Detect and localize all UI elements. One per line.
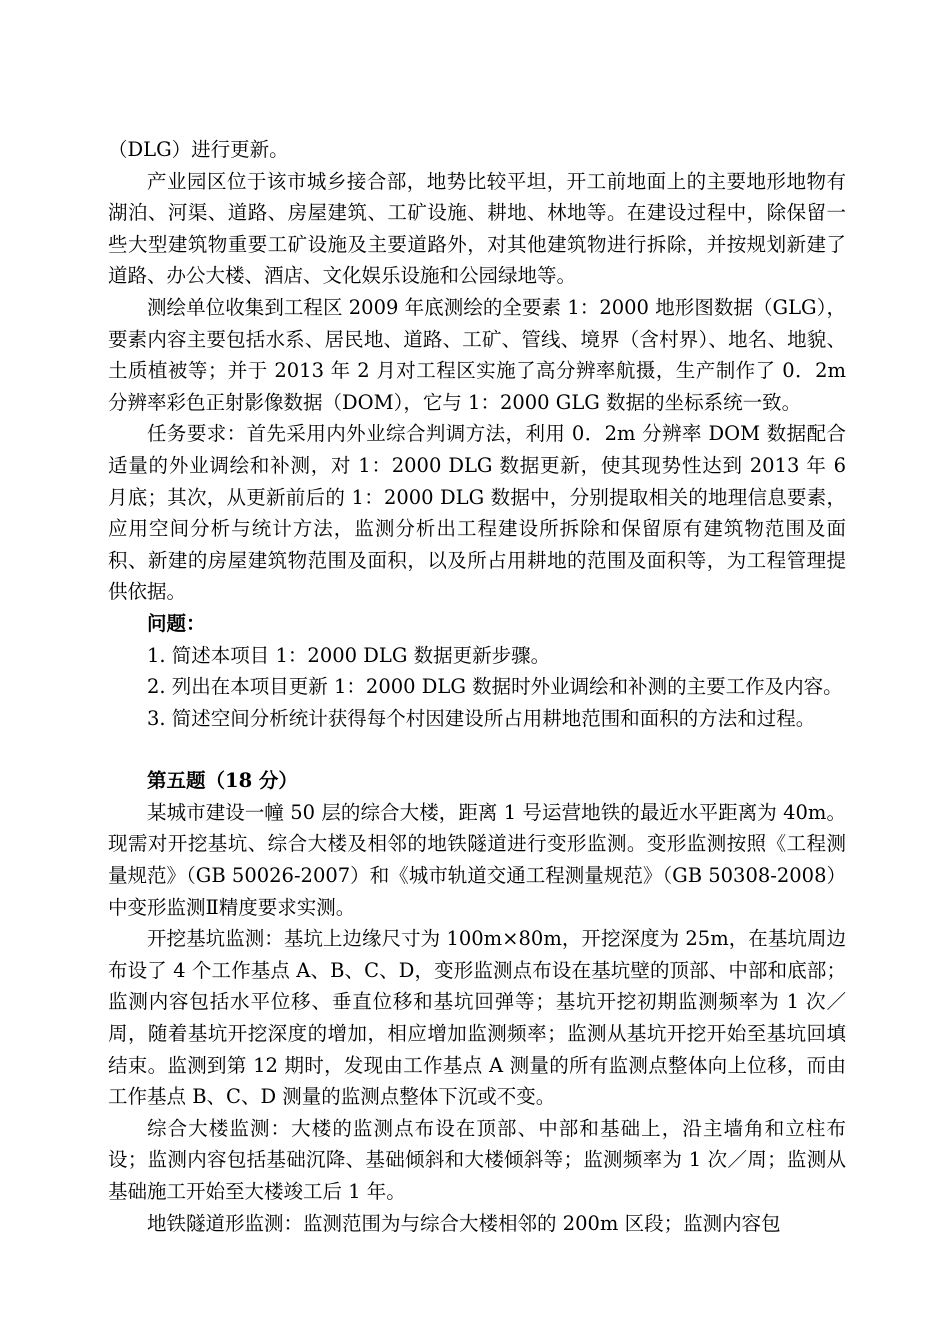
paragraph-building-monitoring: 综合大楼监测：大楼的监测点布设在顶部、中部和基础上，沿主墙角和立柱布设；监测内容包括基础沉降、基础倾斜和大楼倾斜等；监测频率为 1 次／周；监测从基础施工开始至大楼竣工后 1 年。 bbox=[108, 1116, 846, 1203]
question-item-1: 1. 简述本项目 1：2000 DLG 数据更新步骤。 bbox=[147, 643, 551, 667]
section-5-heading: 第五题（18 分） bbox=[147, 769, 298, 793]
paragraph-building-overview: 某城市建设一幢 50 层的综合大楼，距离 1 号运营地铁的最近水平距离为 40m。现需对开挖基坑、综合大楼及相邻的地铁隧道进行变形监测。变形监测按照《工程测量规范》（GB 50026-2007）和《城市轨道交通工程测量规范》（GB 50308-2008）中变形监测Ⅱ精度要求实测。 bbox=[108, 800, 846, 919]
paragraph-task-requirements: 任务要求：首先采用内外业综合判调方法，利用 0．2m 分辨率 DOM 数据配合适量的外业调绘和补测，对 1：2000 DLG 数据更新，使其现势性达到 2013 年 6 月底；其次，从更新前后的 1：2000 DLG 数据中，分别提取相关的地理信息要素，应用空间分析与统计方法，监测分析出工程建设所拆除和保留原有建筑物范围及面积、新建的房屋建筑物范围及面积，以及所占用耕地的范围及面积等，为工程管理提供依据。 bbox=[108, 422, 846, 604]
paragraph-site-description: 产业园区位于该市城乡接合部，地势比较平坦，开工前地面上的主要地形地物有湖泊、河渠、道路、房屋建筑、工矿设施、耕地、林地等。在建设过程中，除保留一些大型建筑物重要工矿设施及主要道路外，对其他建筑物进行拆除，并按规划新建了道路、办公大楼、酒店、文化娱乐设施和公园绿地等。 bbox=[108, 169, 846, 288]
paragraph-subway-tunnel-monitoring: 地铁隧道形监测：监测范围为与综合大楼相邻的 200m 区段；监测内容包 bbox=[147, 1211, 781, 1235]
paragraph-foundation-pit-monitoring: 开挖基坑监测：基坑上边缘尺寸为 100m×80m，开挖深度为 25m，在基坑周边布设了 4 个工作基点 A、B、C、D，变形监测点布设在基坑壁的顶部、中部和底部；监测内容包括水平位移、垂直位移和基坑回弹等；基坑开挖初期监测频率为 1 次／周，随着基坑开挖深度的增加，相应增加监测频率；监测从基坑开挖开始至基坑回填结束。监测到第 12 期时，发现由工作基点 A 测量的所有监测点整体向上位移，而由工作基点 B、C、D 测量的监测点整体下沉或不变。 bbox=[108, 927, 846, 1109]
question-item-3: 3. 简述空间分析统计获得每个村因建设所占用耕地范围和面积的方法和过程。 bbox=[147, 706, 816, 730]
continuation-line: （DLG）进行更新。 bbox=[108, 138, 289, 161]
question-item-2: 2. 列出在本项目更新 1：2000 DLG 数据时外业调绘和补测的主要工作及内容。 bbox=[147, 675, 843, 699]
questions-heading: 问题： bbox=[147, 611, 206, 635]
section-spacer bbox=[108, 734, 846, 765]
document-page bbox=[108, 134, 846, 1239]
paragraph-data-collection: 测绘单位收集到工程区 2009 年底测绘的全要素 1：2000 地形图数据（GLG），要素内容主要包括水系、居民地、道路、工矿、管线、境界（含村界）、地名、地貌、土质植被等；并于 2013 年 2 月对工程区实施了高分辨率航摄，生产制作了 0．2m 分辨率彩色正射影像数据（DOM），它与 1：2000 GLG 数据的坐标系统一致。 bbox=[108, 295, 846, 414]
